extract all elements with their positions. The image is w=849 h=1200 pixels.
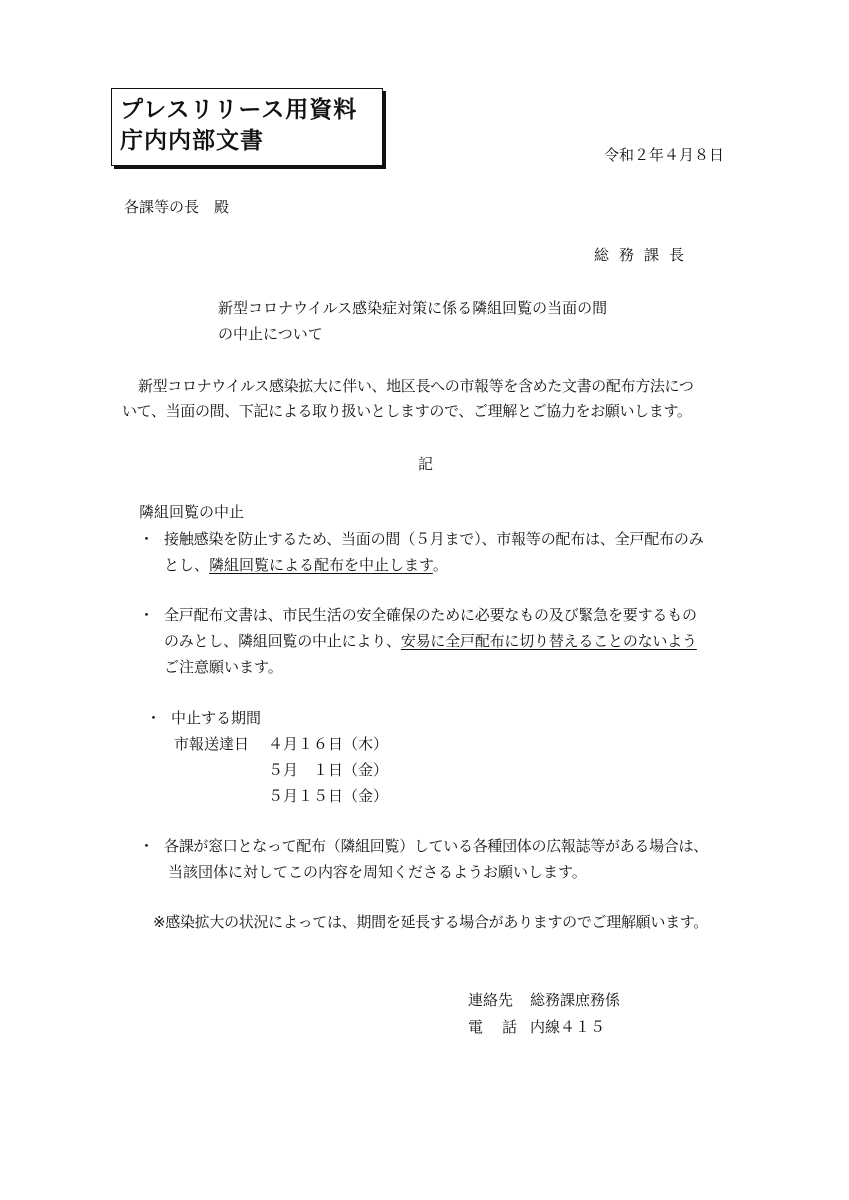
bullet-1-underlined: 隣組回覧による配布を中止します [209,556,433,574]
bullet-2-line-2 [164,629,697,653]
bullet-glyph: ・ [139,837,155,855]
period-date-2: ５月 １日（金） [268,761,389,779]
bullet-glyph: ・ [146,709,162,727]
bullet-4-line-2: 当該団体に対してこの内容を周知くださるようお願いします。 [168,863,587,881]
bullet-2-line-3: ご注意願います。 [164,658,283,676]
ki-marker: 記 [418,455,434,473]
sender: 総務課長 [594,246,695,264]
stamp-line-2: 庁内内部文書 [120,128,264,154]
bullet-1-suffix: 。 [432,556,448,574]
phone-label: 電 話 [468,1018,520,1036]
bullet-1-line-1: 接触感染を防止するため、当面の間（５月まで）、市報等の配布は、全戸配布のみ [164,530,704,548]
bullet-2-underlined: 安易に全戸配布に切り替えることのないよう [400,632,697,650]
press-release-stamp-box [111,88,383,166]
recipient: 各課等の長 殿 [124,198,230,216]
bullet-glyph: ・ [139,530,155,548]
document-title-line-2: の中止について [218,325,323,343]
bullet-1-prefix: とし、 [164,556,210,574]
document-title-line-1: 新型コロナウイルス感染症対策に係る隣組回覧の当面の間 [218,299,608,317]
intro-line-2: いて、当面の間、下記による取り扱いとしますので、ご理解とご協力をお願いします。 [122,402,692,420]
document-date: 令和２年４月８日 [604,146,725,164]
section-heading: 隣組回覧の中止 [139,503,245,521]
contact-value: 総務課庶務係 [530,991,621,1009]
phone-value: 内線４１５ [530,1018,606,1036]
extension-note: ※感染拡大の状況によっては、期間を延長する場合がありますのでご理解願います。 [153,913,708,931]
bullet-2-prefix: のみとし、隣組回覧の中止により、 [164,632,401,650]
period-label: 市報送達日 [174,735,250,753]
contact-label: 連絡先 [468,991,514,1009]
period-date-3: ５月１５日（金） [268,787,389,805]
bullet-2-line-1: 全戸配布文書は、市民生活の安全確保のために必要なもの及び緊急を要するもの [164,606,697,624]
bullet-glyph: ・ [139,606,155,624]
stamp-line-1: プレスリリース用資料 [120,97,358,123]
intro-line-1: 新型コロナウイルス感染拡大に伴い、地区長への市報等を含めた文書の配布方法につ [138,377,694,395]
bullet-1-line-2 [164,553,448,577]
bullet-4-line-1: 各課が窓口となって配布（隣組回覧）している各種団体の広報誌等がある場合は、 [164,837,708,855]
period-date-1: ４月１６日（木） [268,735,389,753]
period-heading: 中止する期間 [171,709,262,727]
